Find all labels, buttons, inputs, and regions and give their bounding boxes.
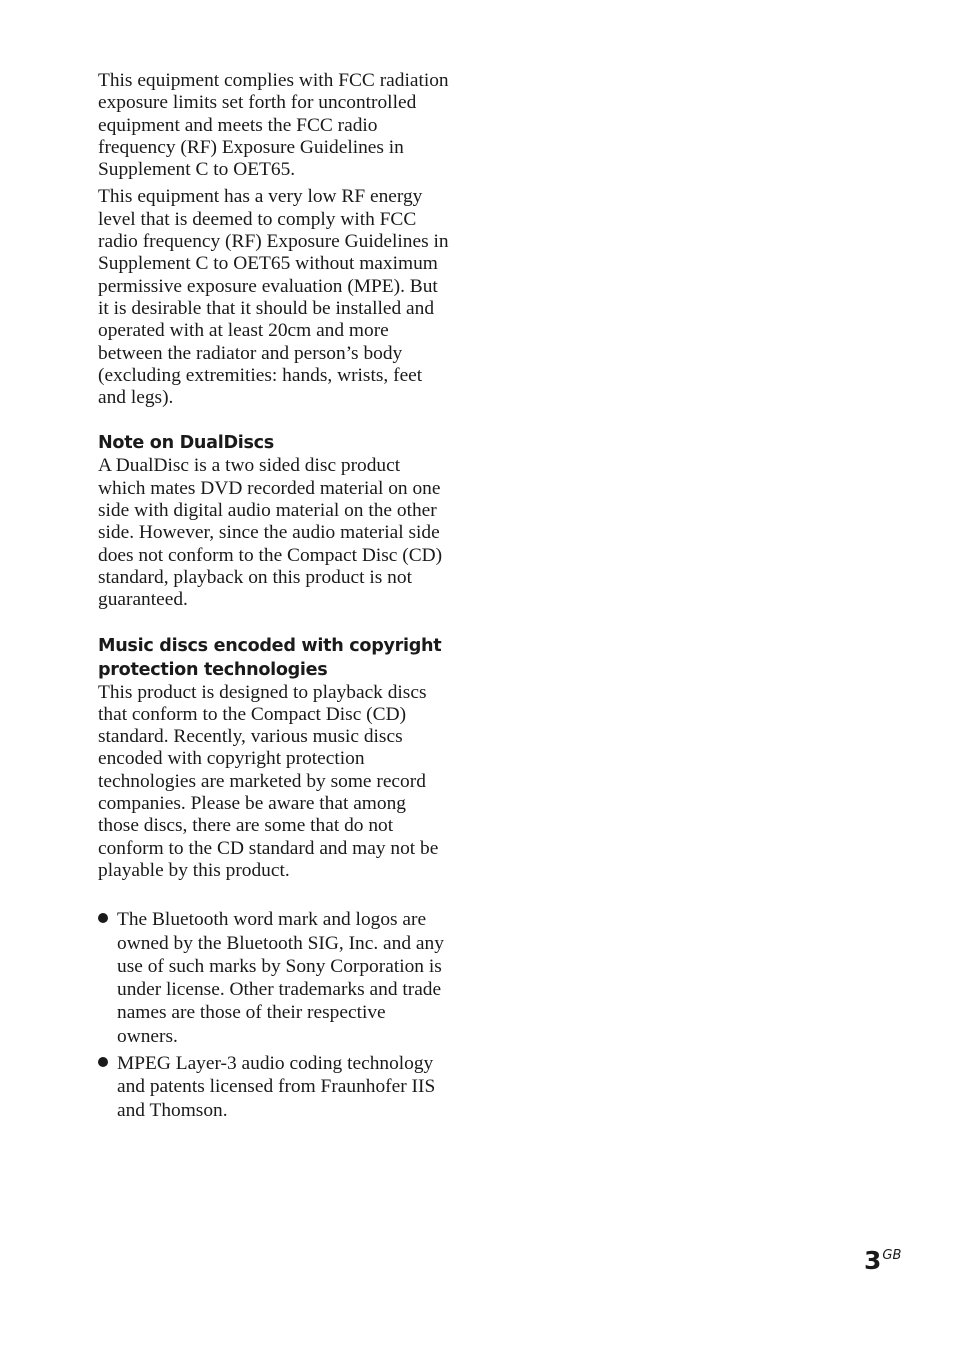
copyright-paragraph: This product is designed to playback discs that conform to the Compact Disc (CD) standard. Recently, various music discs encoded with copyright protection technologies are marketed by some record companies. Please be aware that among those discs, there are some that do not conform to the CD standard and may not be playable by this product.	[98, 681, 439, 881]
trademark-text-mpeg: MPEG Layer-3 audio coding technology and patents licensed from Fraunhofer IIS and Thomson.	[117, 1052, 436, 1121]
bullet-icon	[98, 1057, 108, 1067]
fcc-paragraph-1: This equipment complies with FCC radiation exposure limits set forth for uncontrolled equipment and meets the FCC radio frequency (RF) Exposure Guidelines in Supplement C to OET65.	[98, 70, 449, 181]
fcc-section	[98, 70, 450, 409]
bullet-icon	[98, 913, 108, 923]
list-item	[98, 908, 450, 1048]
list-item	[98, 1052, 450, 1122]
dualdiscs-section	[98, 431, 450, 611]
copyright-heading: Music discs encoded with copyright protection technologies	[98, 635, 442, 680]
dualdiscs-heading: Note on DualDiscs	[98, 433, 274, 454]
copyright-section	[98, 634, 450, 883]
dualdiscs-paragraph: A DualDisc is a two sided disc product which mates DVD recorded material on one side with digital audio material on the other side. However, since the audio material side does not conform to the Compact Disc (CD) standard, playback on this product is not guaranteed.	[98, 455, 443, 611]
page-language-code: GB	[882, 1248, 902, 1263]
text-column	[98, 70, 450, 1126]
trademark-list	[98, 908, 450, 1122]
page-number-value: 3	[864, 1246, 882, 1275]
fcc-paragraph-2: This equipment has a very low RF energy level that is deemed to comply with FCC radio frequency (RF) Exposure Guidelines in Supplement C to OET65 without maximum permissive exposure evaluation (MPE). But it is desirable that it should be installed and operated with at least 20cm and more between the radiator and person’s body (excluding extremities: hands, wrists, feet and legs).	[98, 186, 449, 409]
page-number	[864, 1246, 901, 1275]
trademark-text-bluetooth: The Bluetooth word mark and logos are owned by the Bluetooth SIG, Inc. and any use of such marks by Sony Corporation is under license. Other trademarks and trade names are those of their respective owners.	[117, 909, 444, 1047]
